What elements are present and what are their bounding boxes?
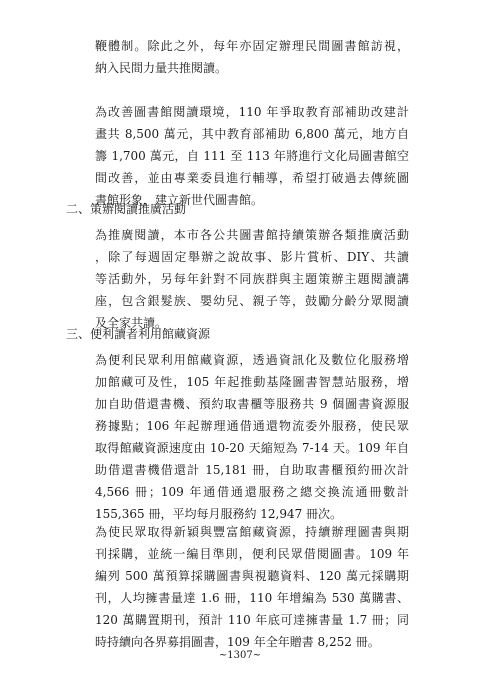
text-line: 加館藏可及性，105 年起推動基隆圖書智慧站服務，增 — [95, 375, 409, 389]
text-line: 取得館藏資源速度由 10-20 天縮短為 7-14 天。109 年自 — [95, 441, 409, 455]
text-line: 間改善，並由專業委員進行輔導，希望打破過去傳統圖 — [95, 171, 409, 185]
section-heading-collection-access: 三、便利讀者利用館藏資源 — [66, 327, 211, 341]
paragraph-digital-services — [95, 349, 409, 525]
text-line: 及全家共讀。 — [95, 316, 168, 330]
text-line: 書館形象，建立新世代圖書館。 — [95, 193, 264, 207]
paragraph-book-procurement — [95, 521, 409, 653]
text-line: 120 萬購置期刊，預計 110 年底可達擁書量 1.7 冊；同 — [95, 613, 409, 627]
text-line: 編列 500 萬預算採購圖書與視聽資料、120 萬元採購期 — [95, 569, 409, 583]
text-line: 4,566 冊；109 年通借通還服務之總交換流通冊數計 — [95, 485, 409, 499]
text-line: 座，包含銀髮族、嬰幼兒、親子等，鼓勵分齡分眾閱讀 — [95, 294, 409, 308]
paragraph-continuation — [95, 35, 409, 79]
text-line: 助借還書機借還計 15,181 冊，自助取書櫃預約冊次計 — [95, 463, 409, 477]
text-line: 為便利民眾利用館藏資源，透過資訊化及數位化服務增 — [95, 353, 409, 367]
text-line: 務據點；106 年起辦理通借通還物流委外服務，使民眾 — [95, 419, 409, 433]
text-line: 等活動外，另每年針對不同族群與主題策辦主題閱讀講 — [95, 272, 409, 286]
section-heading-reading-promotion: 二、策辦閱讀推廣活動 — [66, 202, 187, 216]
paragraph-library-renovation — [95, 101, 409, 211]
text-line: 鞭體制。除此之外，每年亦固定辦理民間圖書館訪視， — [95, 39, 409, 53]
text-line: 時持續向各界募捐圖書，109 年全年贈書 8,252 冊。 — [95, 635, 380, 649]
text-line: ，除了每週固定舉辦之說故事、影片賞析、DIY、共讀 — [95, 250, 409, 264]
text-line: 為推廣閱讀，本市各公共圖書館持續策辦各類推廣活動 — [95, 228, 409, 242]
paragraph-reading-activities — [95, 224, 409, 334]
page-number: ~1307~ — [218, 650, 262, 661]
text-line: 畫共 8,500 萬元，其中教育部補助 6,800 萬元，地方自 — [95, 127, 409, 141]
text-line: 刊採購，並統一編目準則，便利民眾借閱圖書。109 年 — [95, 547, 409, 561]
text-line: 加自助借還書機、預約取書櫃等服務共 9 個圖書資源服 — [95, 397, 409, 411]
text-line: 155,365 冊，平均每月服務約 12,947 冊次。 — [95, 507, 343, 521]
text-line: 籌 1,700 萬元，自 111 至 113 年將進行文化局圖書館空 — [95, 149, 409, 163]
text-line: 納入民間力量共推閱讀。 — [95, 61, 228, 75]
text-line: 刊，人均擁書量達 1.6 冊，110 年增編為 530 萬購書、 — [95, 591, 409, 605]
text-line: 為改善圖書館閱讀環境，110 年爭取教育部補助改建計 — [95, 105, 409, 119]
text-line: 為使民眾取得新穎與豐富館藏資源，持續辦理圖書與期 — [95, 525, 409, 539]
